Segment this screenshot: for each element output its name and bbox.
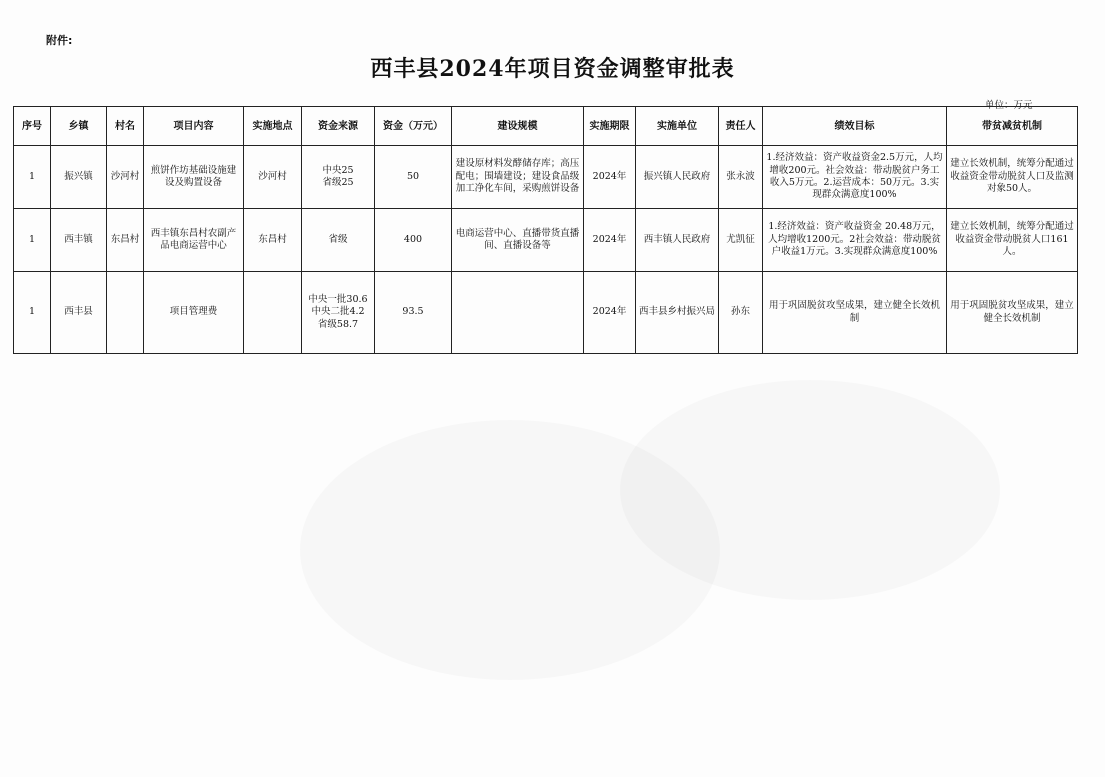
cell-seq: 1	[14, 272, 51, 354]
cell-source: 省级	[302, 209, 375, 272]
col-mechanism-header: 带贫减贫机制	[947, 107, 1078, 146]
cell-mechanism: 建立长效机制，统筹分配通过收益资金带动脱贫人口及监测对象50人。	[947, 146, 1078, 209]
cell-person: 张永波	[719, 146, 763, 209]
col-scale-header: 建设规模	[452, 107, 584, 146]
col-unit-header: 实施单位	[636, 107, 719, 146]
page-title: 西丰县2024年项目资金调整审批表	[370, 56, 735, 82]
cell-amount: 50	[375, 146, 452, 209]
cell-seq: 1	[14, 209, 51, 272]
col-town-header: 乡镇	[51, 107, 107, 146]
cell-unit: 西丰镇人民政府	[636, 209, 719, 272]
cell-source: 中央25 省级25	[302, 146, 375, 209]
col-amount-header: 资金（万元）	[375, 107, 452, 146]
cell-mechanism: 建立长效机制，统筹分配通过收益资金带动脱贫人口161人。	[947, 209, 1078, 272]
col-person-header: 责任人	[719, 107, 763, 146]
cell-period: 2024年	[584, 272, 636, 354]
cell-town: 西丰镇	[51, 209, 107, 272]
cell-scale: 电商运营中心、直播带货直播间、直播设备等	[452, 209, 584, 272]
col-location-header: 实施地点	[244, 107, 302, 146]
cell-town: 振兴镇	[51, 146, 107, 209]
col-seq-header: 序号	[14, 107, 51, 146]
col-village-header: 村名	[107, 107, 144, 146]
cell-person: 孙东	[719, 272, 763, 354]
cell-amount: 93.5	[375, 272, 452, 354]
cell-location: 东昌村	[244, 209, 302, 272]
cell-location	[244, 272, 302, 354]
col-source-header: 资金来源	[302, 107, 375, 146]
attachment-label: 附件:	[46, 34, 73, 47]
cell-unit: 振兴镇人民政府	[636, 146, 719, 209]
cell-period: 2024年	[584, 146, 636, 209]
table-header-row	[14, 107, 1078, 146]
col-content-header: 项目内容	[144, 107, 244, 146]
cell-location: 沙河村	[244, 146, 302, 209]
cell-village: 东昌村	[107, 209, 144, 272]
col-goal-header: 绩效目标	[763, 107, 947, 146]
cell-goal: 1.经济效益：资产收益资金 20.48万元，人均增收1200元。2社会效益：带动脱贫户收益1万元。3.实现群众满意度100%	[763, 209, 947, 272]
cell-goal: 用于巩固脱贫攻坚成果，建立健全长效机制	[763, 272, 947, 354]
cell-seq: 1	[14, 146, 51, 209]
cell-person: 尤凯征	[719, 209, 763, 272]
cell-content: 项目管理费	[144, 272, 244, 354]
table-row	[14, 146, 1078, 209]
cell-village	[107, 272, 144, 354]
cell-amount: 400	[375, 209, 452, 272]
cell-period: 2024年	[584, 209, 636, 272]
col-period-header: 实施期限	[584, 107, 636, 146]
cell-scale	[452, 272, 584, 354]
cell-goal: 1.经济效益：资产收益资金2.5万元，人均增收200元。社会效益：带动脱贫户务工收入5万元。2.运营成本：50万元。3.实现群众满意度100%	[763, 146, 947, 209]
cell-mechanism: 用于巩固脱贫攻坚成果，建立健全长效机制	[947, 272, 1078, 354]
table-row	[14, 209, 1078, 272]
cell-town: 西丰县	[51, 272, 107, 354]
scan-stain	[300, 420, 720, 680]
approval-table	[13, 106, 1078, 354]
unit-label: 单位：万元	[985, 100, 1033, 111]
cell-content: 西丰镇东昌村农副产品电商运营中心	[144, 209, 244, 272]
cell-village: 沙河村	[107, 146, 144, 209]
cell-unit: 西丰县乡村振兴局	[636, 272, 719, 354]
cell-content: 煎饼作坊基础设施建设及购置设备	[144, 146, 244, 209]
cell-scale: 建设原材料发酵储存库；高压配电；围墙建设；建设食品级加工净化车间，采购煎饼设备	[452, 146, 584, 209]
table-row	[14, 272, 1078, 354]
cell-source: 中央一批30.6 中央二批4.2 省级58.7	[302, 272, 375, 354]
scan-stain	[620, 380, 1000, 600]
